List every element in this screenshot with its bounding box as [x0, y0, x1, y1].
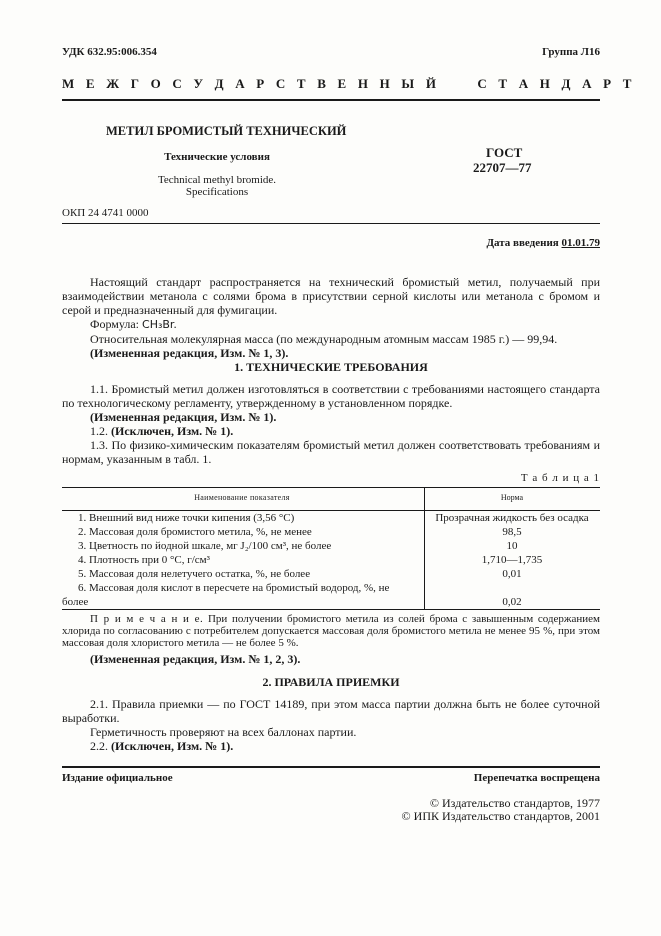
row-name: 3. Цветность по йодной шкале, мг J₂/100 см³, не более [78, 540, 332, 552]
clause-2-2-text: (Исключен, Изм. № 1). [111, 739, 234, 753]
table-row [62, 511, 600, 525]
clause-1-1: 1.1. Бромистый метил должен изготовляться в соответствии с требованиями настоящего стандарта по технологическому регламенту, утвержденному в установленном порядке. [62, 382, 600, 410]
table-caption: Т а б л и ц а 1 [520, 472, 600, 484]
row-name-line2: более [62, 596, 89, 608]
table-note [62, 613, 600, 649]
table-row [62, 525, 600, 539]
table-row [62, 567, 600, 581]
okp-code: ОКП 24 4741 0000 [62, 207, 149, 219]
copyright-1977: © Издательство стандартов, 1977 [429, 796, 600, 810]
row-norm: 10 [506, 540, 518, 552]
row-name: 1. Внешний вид ниже точки кипения (3,56 °С) [78, 512, 295, 524]
clause-1-2-text: (Исключен, Изм. № 1). [111, 424, 234, 438]
note-body: При получении бромистого метила из солей брома с завышенным содержанием хлорида по согласованию с потребителем допускается массовая доля бромистого метила не менее 95 %, при этом массовая доля хлористого метила — не более 5 %. [62, 613, 600, 649]
row-norm: 98,5 [502, 526, 522, 538]
row-norm: 1,710—1,735 [481, 554, 543, 566]
clause-1-1-change: (Измененная редакция, Изм. № 1). [90, 410, 277, 424]
gost-number: 22707—77 [473, 160, 532, 175]
table-row [62, 553, 600, 567]
table-bottom-rule [62, 609, 600, 610]
english-title-line1: Technical methyl bromide. [157, 174, 277, 186]
udk-code: УДК 632.95:006.354 [62, 46, 157, 58]
row-name-line1: 6. Массовая доля кислот в пересчете на бромистый водород, %, не [78, 582, 390, 594]
section-1-body [62, 382, 600, 466]
formula-line [62, 317, 600, 332]
note-change: (Измененная редакция, Изм. № 1, 2, 3). [90, 652, 301, 666]
formula-label: Формула: [90, 317, 140, 331]
row-name: 4. Плотность при 0 °С, г/см³ [78, 554, 210, 566]
clause-1-2-number: 1.2. [90, 424, 108, 438]
clause-2-1-tightness: Герметичность проверяют на всех баллонах партии. [90, 725, 357, 739]
english-title-line2: Specifications [185, 186, 249, 198]
clause-2-2 [62, 739, 600, 753]
footer-rule [62, 766, 600, 768]
note-label: П р и м е ч а н и е. [90, 613, 204, 625]
note-text [62, 613, 600, 649]
table-row [62, 581, 600, 609]
reprint-prohibited: Перепечатка воспрещена [473, 772, 600, 784]
row-norm: 0,02 [502, 596, 522, 608]
clause-1-3: 1.3. По физико-химическим показателям бромистый метил должен соответствовать требованиям и нормам, указанным в табл. 1. [62, 438, 600, 466]
formula: CH₃Br. [142, 318, 177, 331]
standard-banner: М Е Ж Г О С У Д А Р С Т В Е Н Н Ы Й С Т А Н Д А Р Т [62, 76, 636, 91]
clause-2-1: 2.1. Правила приемки — по ГОСТ 14189, при этом масса партии должна быть не более суточной выработки. [62, 697, 600, 725]
row-name: 2. Массовая доля бромистого метила, %, не менее [78, 526, 312, 538]
banner-rule [62, 99, 600, 101]
clause-1-2 [62, 424, 600, 438]
introduction-date [486, 237, 600, 249]
doc-title: МЕТИЛ БРОМИСТЫЙ ТЕХНИЧЕСКИЙ [106, 124, 347, 138]
column-header-norm: Норма [500, 493, 524, 502]
molecular-mass: Относительная молекулярная масса (по международным атомным массам 1985 г.) — 99,94. [90, 332, 558, 346]
table-row [62, 539, 600, 553]
row-norm: Прозрачная жидкость без осадка [435, 512, 589, 524]
row-name: 5. Массовая доля нелетучего остатка, %, не более [78, 568, 311, 580]
doc-subtitle: Технические условия [164, 151, 270, 163]
column-header-name: Наименование показателя [194, 493, 290, 502]
copyright-2001: © ИПК Издательство стандартов, 2001 [401, 809, 600, 823]
section-1-heading: 1. ТЕХНИЧЕСКИЕ ТРЕБОВАНИЯ [234, 360, 428, 374]
intro-section [62, 275, 600, 360]
date-value: 01.01.79 [561, 237, 600, 249]
intro-change-note: (Измененная редакция, Изм. № 1, 3). [90, 346, 289, 360]
clause-2-2-number: 2.2. [90, 739, 108, 753]
header-divider [424, 488, 425, 510]
section-2-heading: 2. ПРАВИЛА ПРИЕМКИ [262, 675, 400, 689]
intro-paragraph: Настоящий стандарт распространяется на технический бромистый метил, получаемый при взаимодействии метанола с солями брома в присутствии серной кислоты или метанола с бромом и серой и предназначенный для фумигации. [62, 275, 600, 317]
title-rule [62, 223, 600, 224]
date-label: Дата введения [486, 237, 559, 249]
table-header [62, 488, 600, 510]
table-body [62, 511, 600, 609]
gost-label: ГОСТ [486, 145, 523, 160]
official-edition: Издание официальное [62, 772, 173, 784]
group-code: Группа Л16 [542, 46, 600, 58]
body-divider [424, 511, 425, 609]
section-2-body [62, 697, 600, 753]
row-norm: 0,01 [502, 568, 522, 580]
